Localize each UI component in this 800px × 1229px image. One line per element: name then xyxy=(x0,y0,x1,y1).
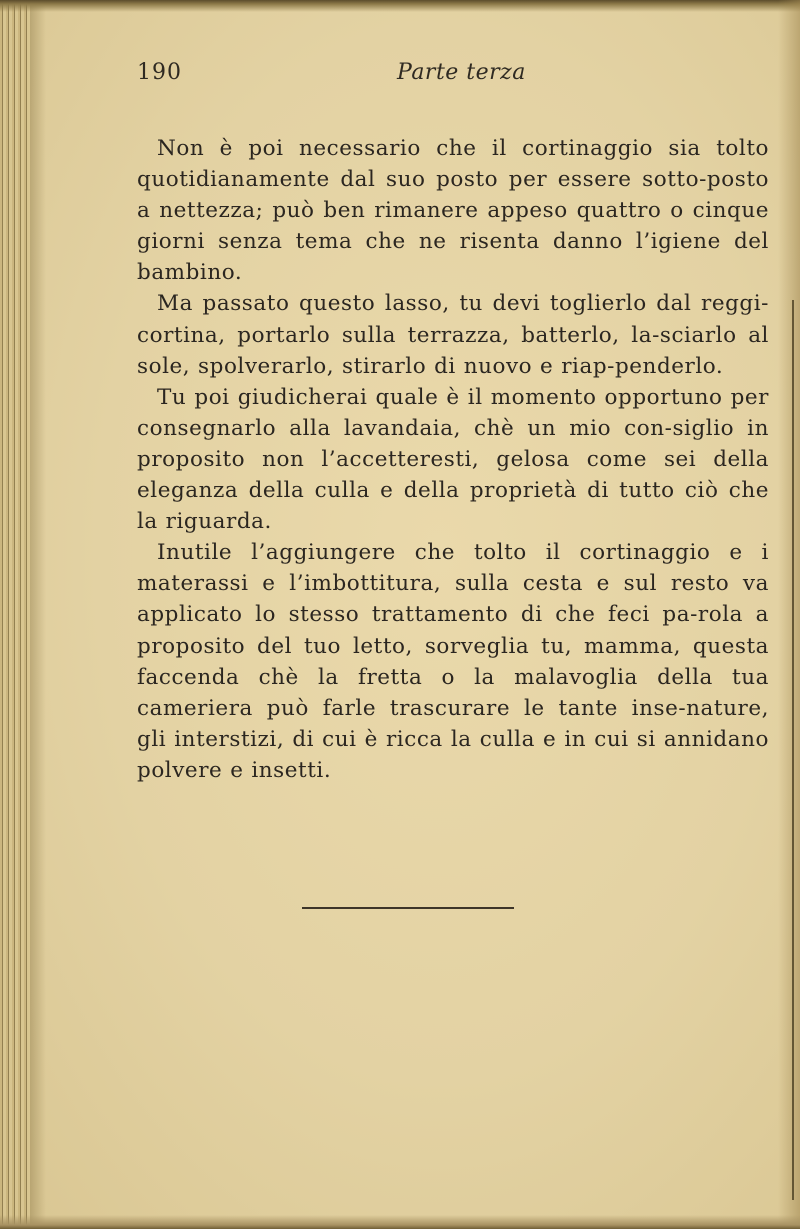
bottom-page-edge xyxy=(0,1215,800,1229)
section-end-rule xyxy=(302,907,514,909)
book-binding-edge xyxy=(0,0,30,1229)
right-page-edge xyxy=(778,0,800,1229)
page-number: 190 xyxy=(137,60,182,85)
paragraph-1: Non è poi necessario che il cortinaggio sia tolto quotidianamente dal suo posto per essere sotto-posto a nettezza; può ben rimanere appeso quattro o cinque giorni senza tema che ne risenta danno l’igiene del bambino. xyxy=(137,136,769,286)
body-text xyxy=(137,133,769,786)
binding-shadow xyxy=(30,0,46,1229)
top-page-edge xyxy=(0,0,800,12)
running-title: Parte terza xyxy=(397,60,526,85)
page-header xyxy=(137,60,757,94)
right-edge-line xyxy=(792,300,794,1200)
paragraph-3: Tu poi giudicherai quale è il momento opportuno per consegnarlo alla lavandaia, chè un mio con-siglio in proposito non l’accetteresti, gelosa come sei della eleganza della culla e della proprietà di tutto ciò che la riguarda. xyxy=(137,384,769,535)
paragraph-2: Ma passato questo lasso, tu devi toglierlo dal reggi-cortina, portarlo sulla terrazza, batterlo, la-sciarlo al sole, spolverarlo, stirarlo di nuovo e riap-penderlo. xyxy=(137,291,769,379)
paragraph-4: Inutile l’aggiungere che tolto il cortinaggio e i materassi e l’imbottitura, sulla cesta e sul resto va applicato lo stesso trattamento di che feci pa-rola a proposito del tuo letto, sorveglia tu, mamma, questa faccenda chè la fretta o la malavoglia della tua cameriera può farle trascurare le tante inse-nature, gli interstizi, di cui è ricca la culla e in cui si annidano polvere e insetti. xyxy=(137,540,769,783)
